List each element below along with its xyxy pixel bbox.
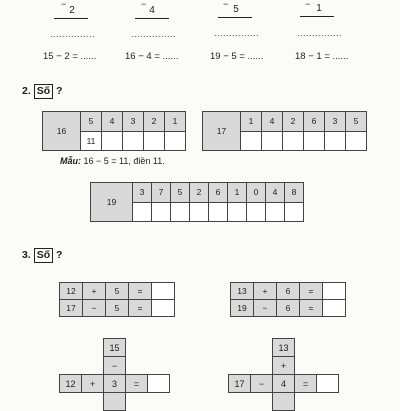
table-cell: 4: [266, 183, 285, 203]
table-cell: 3: [133, 183, 152, 203]
question-mark: ?: [56, 85, 63, 97]
table-cell: 3: [123, 112, 144, 132]
table-cell: 6: [304, 112, 325, 132]
answer-cell[interactable]: [147, 374, 170, 393]
example-note: [60, 156, 165, 166]
cross-row-cell: 17: [228, 374, 251, 393]
table-cell: 2: [283, 112, 304, 132]
underline: [300, 16, 334, 17]
table-cell: 2: [144, 112, 165, 132]
answer-cell[interactable]: [325, 131, 346, 151]
answer-cell[interactable]: [133, 202, 152, 222]
cross-row-cell: −: [250, 374, 273, 393]
equation-grid-right: [230, 282, 346, 317]
question-mark: ?: [56, 249, 63, 261]
table-cell: 4: [262, 112, 283, 132]
table-cell: 5: [171, 183, 190, 203]
answer-cell[interactable]: [152, 283, 175, 300]
grid-cell: =: [129, 283, 152, 300]
example-text: 16 − 5 = 11, điền 11.: [83, 156, 165, 166]
grid-cell: 5: [106, 300, 129, 317]
cross-operator-cell: −: [103, 356, 126, 375]
grid-cell: =: [300, 283, 323, 300]
minus-sign: −: [141, 0, 147, 9]
answer-cell[interactable]: [228, 202, 247, 222]
answer-cell[interactable]: [209, 202, 228, 222]
table-cell: 2: [190, 183, 209, 203]
table-cell: 0: [247, 183, 266, 203]
cross-row-cell: =: [294, 374, 317, 393]
cross-row-cell: +: [81, 374, 104, 393]
grid-cell: 17: [60, 300, 83, 317]
grid-cell: 12: [60, 283, 83, 300]
top-number: 2: [69, 5, 75, 16]
table-cell: 8: [285, 183, 304, 203]
cross-top-cell: 13: [272, 338, 295, 357]
answer-cell[interactable]: [266, 202, 285, 222]
minus-sign: −: [305, 0, 311, 9]
table-cell: 5: [346, 112, 367, 132]
underline: [54, 18, 88, 19]
answer-cell[interactable]: [102, 131, 123, 151]
answer-cell[interactable]: [171, 202, 190, 222]
so-label-box: Số: [34, 84, 53, 99]
expression-1: 15 − 2 = ......: [43, 51, 97, 62]
table-cell: 1: [228, 183, 247, 203]
key-cell: 19: [91, 183, 133, 222]
answer-cell[interactable]: [190, 202, 209, 222]
exercise-3-heading: [22, 248, 62, 263]
answer-dots: ...............: [131, 29, 177, 39]
cross-bottom-cell: [103, 392, 126, 411]
so-label-box: Số: [34, 248, 53, 263]
cross-row-cell: 4: [272, 374, 295, 393]
table-cell: 1: [165, 112, 186, 132]
grid-cell: 6: [277, 300, 300, 317]
answer-cell[interactable]: [323, 300, 346, 317]
answer-cell[interactable]: [316, 374, 339, 393]
grid-cell: −: [83, 300, 106, 317]
underline: [218, 17, 252, 18]
example-label: Mẫu:: [60, 156, 81, 166]
expression-2: 16 − 4 = ......: [125, 51, 179, 62]
top-number: 4: [149, 5, 155, 16]
answer-cell[interactable]: [323, 283, 346, 300]
answer-cell[interactable]: [241, 131, 262, 151]
subtraction-table-16: [42, 111, 186, 151]
minus-sign: −: [223, 0, 229, 9]
top-number: 1: [316, 3, 322, 14]
grid-cell: =: [300, 300, 323, 317]
equation-grid-left: [59, 282, 175, 317]
cross-bottom-cell: [272, 392, 295, 411]
table-cell: 6: [209, 183, 228, 203]
table-cell: 11: [81, 131, 102, 151]
grid-cell: 13: [231, 283, 254, 300]
cross-row-cell: 3: [103, 374, 126, 393]
answer-cell[interactable]: [165, 131, 186, 151]
key-cell: 17: [203, 112, 241, 151]
answer-cell[interactable]: [152, 300, 175, 317]
table-cell: 4: [102, 112, 123, 132]
top-number: 5: [233, 4, 239, 15]
answer-cell[interactable]: [247, 202, 266, 222]
grid-cell: 6: [277, 283, 300, 300]
key-cell: 16: [43, 112, 81, 151]
exercise-2-heading: [22, 84, 62, 99]
table-cell: 3: [325, 112, 346, 132]
subtraction-table-19: [90, 182, 304, 222]
table-cell: 1: [241, 112, 262, 132]
answer-cell[interactable]: [123, 131, 144, 151]
underline: [135, 18, 169, 19]
grid-cell: =: [129, 300, 152, 317]
expression-4: 18 − 1 = ......: [295, 51, 349, 62]
answer-cell[interactable]: [152, 202, 171, 222]
answer-dots: ...............: [297, 28, 343, 38]
exercise-number: 3.: [22, 249, 31, 261]
answer-dots: ...............: [50, 29, 96, 39]
cross-row-cell: =: [125, 374, 148, 393]
answer-cell[interactable]: [346, 131, 367, 151]
table-cell: 7: [152, 183, 171, 203]
answer-cell[interactable]: [262, 131, 283, 151]
exercise-number: 2.: [22, 85, 31, 97]
cross-top-cell: 15: [103, 338, 126, 357]
cross-operator-cell: +: [272, 356, 295, 375]
answer-cell[interactable]: [283, 131, 304, 151]
subtraction-table-17: [202, 111, 367, 151]
answer-dots: ...............: [214, 28, 260, 38]
answer-cell[interactable]: [304, 131, 325, 151]
grid-cell: −: [254, 300, 277, 317]
answer-cell[interactable]: [285, 202, 304, 222]
grid-cell: +: [83, 283, 106, 300]
grid-cell: 5: [106, 283, 129, 300]
table-cell: 5: [81, 112, 102, 132]
expression-3: 19 − 5 = ......: [210, 51, 264, 62]
minus-sign: −: [61, 0, 67, 9]
grid-cell: 19: [231, 300, 254, 317]
grid-cell: +: [254, 283, 277, 300]
cross-row-cell: 12: [59, 374, 82, 393]
answer-cell[interactable]: [144, 131, 165, 151]
